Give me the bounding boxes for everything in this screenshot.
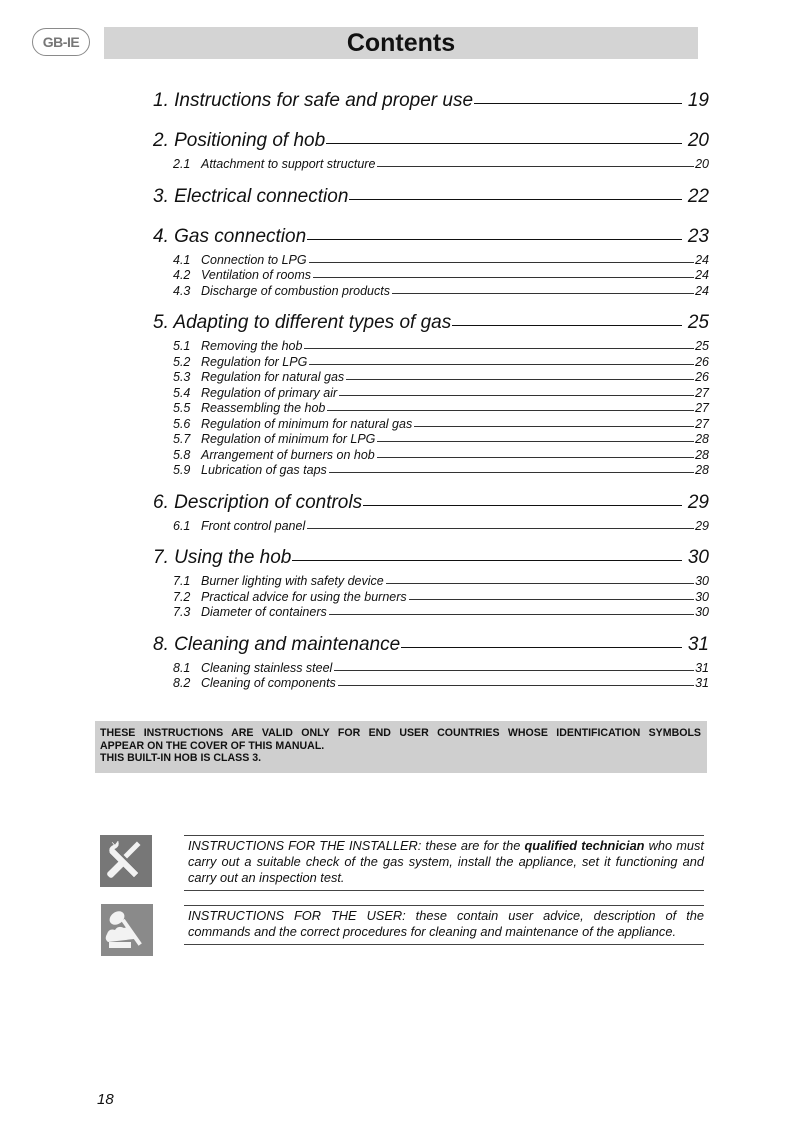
subsection-number: 4.3 <box>173 283 191 298</box>
subsection-page: 27 <box>695 401 709 415</box>
subsection-title: Regulation for LPG <box>201 354 308 369</box>
chapter-page: 23 <box>687 225 709 247</box>
leader-line <box>329 614 694 615</box>
toc-subsection <box>173 284 709 300</box>
toc-subsection <box>173 574 709 590</box>
toc-chapter <box>153 547 709 574</box>
leader-line <box>386 583 694 584</box>
toc-subsection <box>173 432 709 448</box>
chapter-page: 19 <box>687 90 709 111</box>
validity-notice <box>95 721 707 773</box>
subsection-number: 5.6 <box>173 416 191 431</box>
subsection-number: 5.3 <box>173 370 191 384</box>
leader-line <box>309 262 694 263</box>
toc-subsection <box>173 253 709 269</box>
chapter-title: 4. Gas connection <box>153 225 307 247</box>
toc-subsection <box>173 661 709 677</box>
chapter-page: 20 <box>687 130 709 151</box>
toc-subsection <box>173 448 709 464</box>
toc-subsection <box>173 157 709 173</box>
chapter-title: 5. Adapting to different types of gas <box>153 312 452 333</box>
subsection-page: 20 <box>695 157 709 171</box>
leader-line <box>292 560 681 561</box>
subsection-page: 31 <box>695 660 709 675</box>
subsection-title: Regulation for natural gas <box>201 370 345 384</box>
subsection-page: 30 <box>695 589 709 604</box>
leader-line <box>346 379 694 380</box>
toc-subsection <box>173 463 709 479</box>
subsection-title: Connection to LPG <box>201 252 307 267</box>
leader-line <box>377 166 694 167</box>
toc-subsection <box>173 370 709 386</box>
leader-line <box>327 410 694 411</box>
subsection-page: 24 <box>695 283 709 298</box>
subsection-page: 31 <box>695 676 709 690</box>
subsection-page: 26 <box>695 354 709 369</box>
chapter-title: 7. Using the hob <box>153 547 292 568</box>
leader-line <box>409 599 694 600</box>
leader-line <box>474 103 682 104</box>
leader-line <box>349 199 681 200</box>
toc-subsection <box>173 590 709 606</box>
subsection-title: Discharge of combustion products <box>201 283 390 298</box>
leader-line <box>339 395 694 396</box>
toc-subsection <box>173 268 709 284</box>
subsection-title: Practical advice for using the burners <box>201 589 407 604</box>
chapter-page: 25 <box>687 312 709 333</box>
subsection-title: Front control panel <box>201 518 306 533</box>
notice-line-3: THIS BUILT-IN HOB IS CLASS 3. <box>100 752 262 764</box>
subsection-title: Regulation of minimum for LPG <box>201 432 376 446</box>
subsection-page: 24 <box>695 252 709 267</box>
subsection-number: 5.5 <box>173 401 191 415</box>
subsection-page: 24 <box>695 268 709 282</box>
leader-line <box>329 472 694 473</box>
subsection-number: 8.2 <box>173 676 191 690</box>
installer-text: INSTRUCTIONS FOR THE INSTALLER: these are for the <box>188 838 525 853</box>
subsection-page: 30 <box>695 574 709 588</box>
wrench-screwdriver-icon <box>100 835 152 887</box>
toc-chapter <box>153 634 709 661</box>
subsection-title: Cleaning of components <box>201 676 336 690</box>
subsection-title: Ventilation of rooms <box>201 268 312 282</box>
toc-subsection <box>173 676 709 692</box>
leader-line <box>401 647 682 648</box>
toc-subsection <box>173 401 709 417</box>
subsection-number: 5.8 <box>173 447 191 462</box>
subsection-title: Attachment to support structure <box>201 157 376 171</box>
subsection-number: 4.2 <box>173 268 191 282</box>
leader-line <box>414 426 694 427</box>
subsection-title: Regulation of minimum for natural gas <box>201 416 413 431</box>
subsection-number: 4.1 <box>173 252 191 267</box>
notice-line-2: APPEAR ON THE COVER OF THIS MANUAL. <box>100 739 325 752</box>
subsection-title: Diameter of containers <box>201 605 327 619</box>
installer-instructions <box>184 835 704 891</box>
leader-line <box>338 685 694 686</box>
toc-chapter <box>153 226 709 253</box>
subsection-title: Burner lighting with safety device <box>201 574 384 588</box>
subsection-title: Arrangement of burners on hob <box>201 447 375 462</box>
chapter-page: 29 <box>687 491 709 513</box>
subsection-title: Regulation of primary air <box>201 385 338 400</box>
leader-line <box>334 670 694 671</box>
toc-subsection <box>173 519 709 535</box>
subsection-page: 29 <box>695 518 709 533</box>
chapter-title: 2. Positioning of hob <box>153 130 326 151</box>
chapter-title: 8. Cleaning and maintenance <box>153 633 401 655</box>
leader-line <box>307 239 682 240</box>
chapter-page: 22 <box>687 185 709 207</box>
subsection-page: 30 <box>695 605 709 619</box>
chapter-page: 30 <box>687 547 709 568</box>
subsection-number: 5.9 <box>173 463 191 477</box>
leader-line <box>313 277 694 278</box>
table-of-contents <box>153 90 709 692</box>
subsection-title: Removing the hob <box>201 339 303 353</box>
subsection-page: 28 <box>695 463 709 477</box>
subsection-number: 5.7 <box>173 432 191 446</box>
subsection-number: 5.4 <box>173 385 191 400</box>
page-title: Contents <box>104 27 698 59</box>
subsection-number: 7.1 <box>173 574 191 588</box>
leader-line <box>452 325 682 326</box>
chapter-title: 6. Description of controls <box>153 491 363 513</box>
subsection-page: 28 <box>695 447 709 462</box>
leader-line <box>326 143 682 144</box>
chapter-title: 1. Instructions for safe and proper use <box>153 90 474 111</box>
subsection-page: 27 <box>695 385 709 400</box>
user-instructions: INSTRUCTIONS FOR THE USER: these contain user advice, description of the commands and the correct procedures for cleaning and maintenance of the appliance. <box>184 905 704 945</box>
subsection-number: 8.1 <box>173 660 191 675</box>
toc-subsection <box>173 417 709 433</box>
subsection-number: 6.1 <box>173 518 191 533</box>
toc-chapter <box>153 130 709 157</box>
toc-chapter <box>153 186 709 213</box>
leader-line <box>363 505 682 506</box>
toc-chapter <box>153 90 709 117</box>
toc-subsection <box>173 605 709 621</box>
subsection-title: Lubrication of gas taps <box>201 463 327 477</box>
toc-chapter <box>153 492 709 519</box>
page-number: 18 <box>97 1091 114 1108</box>
chef-spoon-icon <box>101 904 153 956</box>
subsection-page: 28 <box>695 432 709 446</box>
toc-subsection <box>173 386 709 402</box>
installer-text-rest: who must carry out a suitable check of the gas system, install the appliance, set it functioning and carry out an inspection test. <box>188 838 704 885</box>
toc-chapter <box>153 312 709 339</box>
toc-subsection <box>173 355 709 371</box>
subsection-number: 5.1 <box>173 339 191 353</box>
subsection-number: 5.2 <box>173 354 191 369</box>
leader-line <box>307 528 694 529</box>
subsection-number: 7.3 <box>173 605 191 619</box>
subsection-number: 2.1 <box>173 157 191 171</box>
subsection-title: Cleaning stainless steel <box>201 660 333 675</box>
subsection-title: Reassembling the hob <box>201 401 326 415</box>
subsection-page: 27 <box>695 416 709 431</box>
leader-line <box>377 457 694 458</box>
chapter-title: 3. Electrical connection <box>153 185 349 207</box>
language-badge: GB-IE <box>32 28 90 56</box>
subsection-number: 7.2 <box>173 589 191 604</box>
notice-line-1: THESE INSTRUCTIONS ARE VALID ONLY FOR END USER COUNTRIES WHOSE IDENTIFICATION SYMBOLS <box>100 727 701 739</box>
leader-line <box>304 348 694 349</box>
subsection-page: 26 <box>695 370 709 384</box>
leader-line <box>377 441 694 442</box>
chapter-page: 31 <box>687 633 709 655</box>
toc-subsection <box>173 339 709 355</box>
subsection-page: 25 <box>695 339 709 353</box>
leader-line <box>392 293 694 294</box>
leader-line <box>309 364 694 365</box>
installer-text-bold: qualified technician <box>524 838 645 853</box>
